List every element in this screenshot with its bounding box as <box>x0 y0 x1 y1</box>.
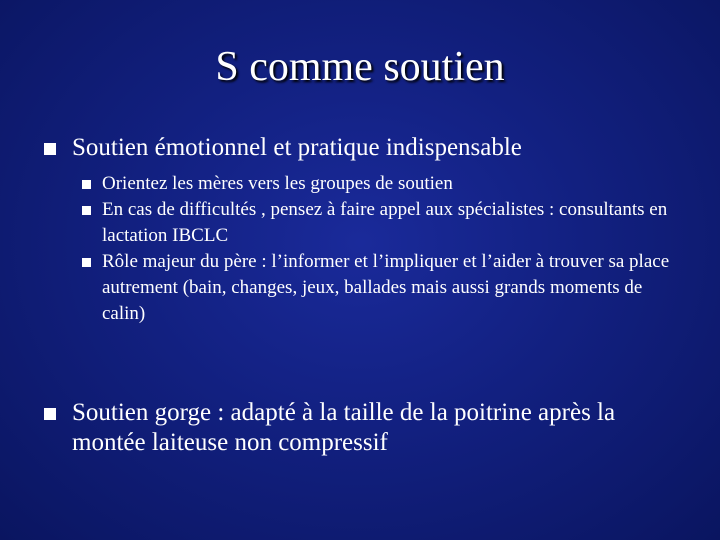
square-bullet-icon <box>44 408 56 420</box>
sub-bullet-list <box>82 171 682 327</box>
square-bullet-icon <box>82 180 91 189</box>
sub-bullet-text: Rôle majeur du père : l’informer et l’impliquer et l’aider à trouver sa place autrement (bain, changes, jeux, ballades mais aussi grands moments de calin) <box>102 251 670 324</box>
square-bullet-icon <box>44 143 56 155</box>
sub-bullet-text: En cas de difficultés , pensez à faire appel aux spécialistes : consultants en lactation IBCLC <box>102 199 668 246</box>
square-bullet-icon <box>82 258 91 267</box>
sub-bullet-text: Orientez les mères vers les groupes de soutien <box>102 173 453 194</box>
sub-bullet-item <box>82 171 682 197</box>
square-bullet-icon <box>82 206 91 215</box>
sub-bullet-item <box>82 197 682 249</box>
slide-title: S comme soutien <box>215 44 505 90</box>
bullet-text: Soutien gorge : adapté à la taille de la poitrine après la montée laiteuse non compressif <box>72 399 616 456</box>
bullet-text: Soutien émotionnel et pratique indispensable <box>72 134 522 161</box>
sub-bullet-item <box>82 249 682 327</box>
